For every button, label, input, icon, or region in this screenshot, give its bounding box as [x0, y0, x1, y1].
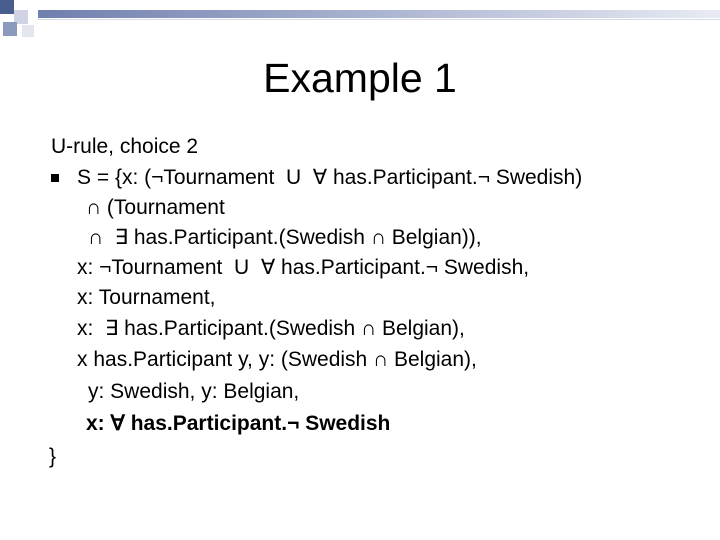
body-line: ∩ (Tournament: [86, 196, 225, 219]
header-gradient-bar: [38, 10, 720, 18]
body-line: x: ¬Tournament U ∀ has.Participant.¬ Swedish,: [77, 256, 530, 279]
decorative-square: [3, 22, 17, 36]
header-divider: [38, 19, 720, 20]
body-line: x: ∃ has.Participant.(Swedish ∩ Belgian),: [77, 317, 465, 340]
decorative-square: [0, 0, 14, 14]
slide-title: Example 1: [263, 55, 457, 101]
bullet-square-icon: [51, 174, 59, 182]
closing-brace: }: [49, 445, 57, 468]
body-line-emphasis: x: ∀ has.Participant.¬ Swedish: [86, 412, 391, 435]
decorative-square: [22, 25, 34, 37]
body-line: y: Swedish, y: Belgian,: [88, 380, 300, 403]
body-line: x has.Participant y, y: (Swedish ∩ Belgian),: [77, 348, 477, 371]
body-line: S = {x: (¬Tournament U ∀ has.Participant.¬ Swedish): [77, 166, 583, 189]
body-line: ∩ ∃ has.Participant.(Swedish ∩ Belgian)),: [88, 226, 482, 249]
slide-heading: U-rule, choice 2: [51, 135, 199, 158]
body-line: x: Tournament,: [77, 286, 216, 309]
